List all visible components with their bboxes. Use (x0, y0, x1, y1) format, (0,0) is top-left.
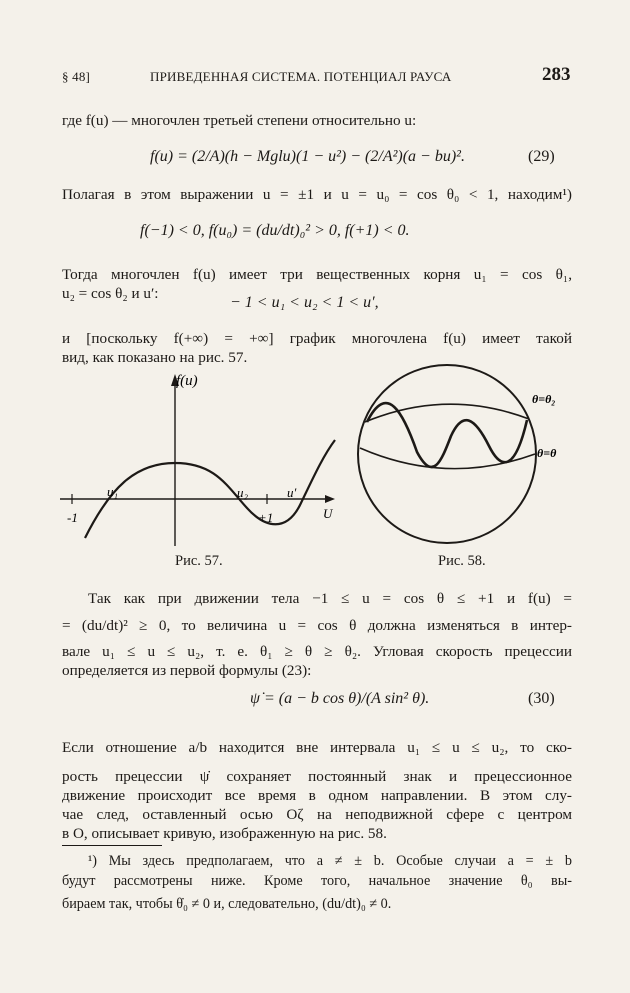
equation-30: ψ̇ = (a − b cos θ)/(A sin² θ). (250, 690, 430, 707)
equation-30-number: (30) (528, 690, 555, 707)
root-u1-label: u₁ (107, 484, 119, 499)
minus-one-label: -1 (67, 510, 78, 525)
root-u2-label: u₂ (237, 485, 249, 500)
paragraph-ratio-line1: Если отношение a/b находится вне интервала u₁ ≤ u ≤ u₂, то ско- (62, 739, 572, 756)
paragraph-motion-line3: вале u₁ ≤ u ≤ u₂, т. е. θ₁ ≥ θ ≥ θ₂. Угловая скорость прецессии (62, 643, 572, 660)
paragraph-roots-line1: Тогда многочлен f(u) имеет три вещественных корня u₁ = cos θ₁, (62, 266, 572, 283)
label-theta-theta1: θ=θ (537, 446, 557, 460)
plus-one-label: +1 (258, 510, 274, 525)
equation-inequalities: f(−1) < 0, f(u₀) = (du/dt)₀² > 0, f(+1) < 0. (140, 222, 410, 239)
paragraph-ratio-line5: в O, описывает кривую, изображенную на рис. 58. (62, 825, 387, 842)
figure-57-polynomial-graph (55, 368, 350, 548)
running-title: ПРИВЕДЕННАЯ СИСТЕМА. ПОТЕНЦИАЛ РАУСА (150, 69, 452, 84)
figure-57-caption: Рис. 57. (175, 553, 223, 569)
u-axis-arrow (325, 495, 335, 503)
parallel-theta2 (365, 404, 529, 422)
sphere-outline (358, 365, 536, 543)
f-axis-label: f(u) (176, 373, 198, 389)
paragraph-graph-line2: вид, как показано на рис. 57. (62, 349, 248, 366)
equation-roots-order: − 1 < u₁ < u₂ < 1 < u′, (230, 294, 379, 311)
footnote-rule (62, 845, 162, 846)
paragraph-motion-line1: Так как при движении тела −1 ≤ u = cos θ ≤ +1 и f(u) = (88, 590, 572, 607)
root-uprime-label: u′ (287, 485, 297, 500)
footnote-line3: бираем так, чтобы θ̇₀ ≠ 0 и, следовательно, (du/dt)₀ ≠ 0. (62, 896, 392, 912)
intro-line: где f(u) — многочлен третьей степени относительно u: (62, 112, 417, 129)
footnote-line1: ¹) Мы здесь предполагаем, что a ≠ ± b. Особые случаи a = ± b (88, 853, 572, 869)
paragraph-ratio-line4: чае след, оставленный осью Oζ на неподвижной сфере с центром (62, 806, 572, 823)
paragraph-graph-line1: и [поскольку f(+∞) = +∞] график многочлена f(u) имеет такой (62, 330, 572, 347)
parallel-theta1 (360, 448, 535, 469)
footnote-line2: будут рассмотрены ниже. Кроме того, начальное значение θ₀ вы- (62, 873, 572, 889)
figure-58-sphere-trace (355, 362, 575, 552)
equation-29-number: (29) (528, 148, 555, 165)
paragraph-ratio-line2: рость прецессии ψ̇ сохраняет постоянный знак и прецессионное (62, 768, 572, 785)
equation-29: f(u) = (2/A)(h − Mglu)(1 − u²) − (2/A²)(a − bu)². (150, 148, 465, 165)
u-axis-label: U (323, 506, 333, 521)
page-number: 283 (542, 64, 571, 85)
section-marker: § 48] (62, 69, 91, 84)
label-theta-theta2: θ=θ₂ (532, 392, 556, 406)
paragraph-substitution: Полагая в этом выражении u = ±1 и u = u₀ = cos θ₀ < 1, находим¹) (62, 186, 572, 203)
figure-58-caption: Рис. 58. (438, 553, 486, 569)
paragraph-roots-line2: u₂ = cos θ₂ и u′: (62, 285, 159, 302)
paragraph-ratio-line3: движение происходит все время в одном направлении. В этом слу- (62, 787, 572, 804)
paragraph-motion-line4: определяется из первой формулы (23): (62, 662, 312, 679)
paragraph-motion-line2: = (du/dt)² ≥ 0, то величина u = cos θ должна изменяться в интер- (62, 617, 572, 634)
polynomial-curve (85, 440, 335, 538)
